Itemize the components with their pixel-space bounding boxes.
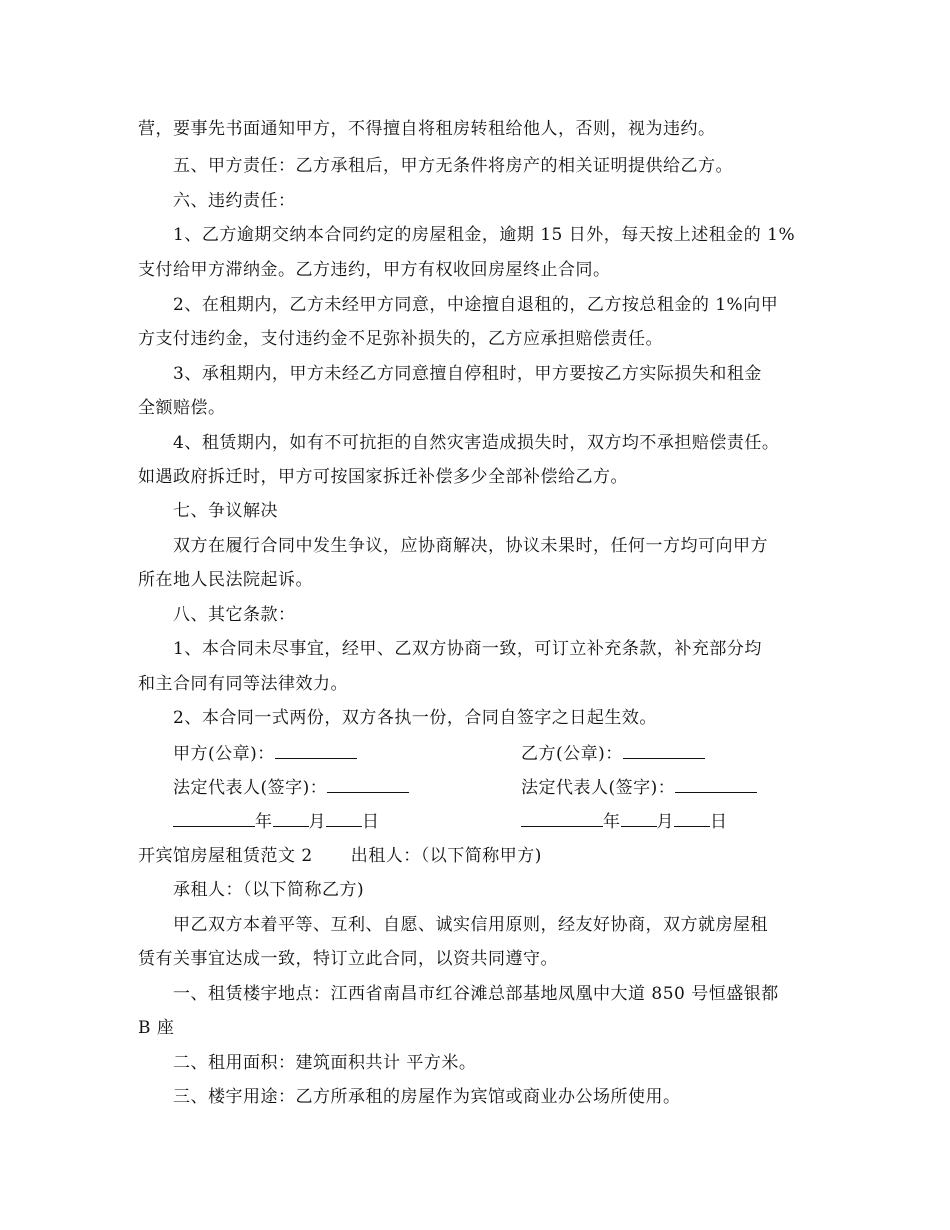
party-b-month-blank[interactable]: [621, 810, 657, 827]
party-a-seal-label: 甲方(公章)：: [173, 744, 275, 764]
party-b-rep-label: 法定代表人(签字)：: [521, 778, 676, 798]
paragraph-continuation: 营，要事先书面通知甲方，不得擅自将租房转租给他人，否则，视为违约。: [138, 119, 716, 139]
breach-item-3-line2: 全额赔偿。: [138, 398, 226, 418]
party-a-rep-row: [173, 776, 409, 799]
other-item-1-line2: 和主合同有同等法律效力。: [138, 674, 348, 694]
party-b-year-blank[interactable]: [521, 810, 603, 827]
intro-line1: 甲乙双方本着平等、互利、自愿、诚实信用原则，经友好协商，双方就房屋租: [173, 915, 768, 935]
section-heading-other: 八、其它条款：: [173, 605, 296, 625]
breach-item-2-line2: 方支付违约金，支付违约金不足弥补损失的，乙方应承担赔偿责任。: [138, 329, 663, 349]
breach-item-1-line2: 支付给甲方滞纳金。乙方违约，甲方有权收回房屋终止合同。: [138, 260, 611, 280]
dispute-line1: 双方在履行合同中发生争议，应协商解决，协议未果时，任何一方均可向甲方: [173, 536, 768, 556]
party-a-year-blank[interactable]: [173, 810, 255, 827]
day-label: 日: [710, 812, 728, 832]
clause-location-line1: 一、租赁楼宇地点：江西省南昌市红谷滩总部基地凤凰中大道 850 号恒盛银都: [173, 984, 779, 1004]
breach-item-4-line2: 如遇政府拆迁时，甲方可按国家拆迁补偿多少全部补偿给乙方。: [138, 467, 628, 487]
breach-item-1-line1: 1、乙方逾期交纳本合同约定的房屋租金，逾期 15 日外，每天按上述租金的 1%: [173, 225, 796, 245]
party-b-rep-row: [521, 776, 757, 799]
party-b-seal-row: [521, 742, 705, 765]
lessee-line: 承租人：（以下简称乙方): [173, 880, 365, 900]
day-label: 日: [362, 812, 380, 832]
party-b-date-row: [521, 810, 728, 833]
month-label: 月: [656, 812, 674, 832]
section-heading-dispute: 七、争议解决: [173, 501, 278, 521]
other-item-2: 2、本合同一式两份，双方各执一份，合同自签字之日起生效。: [173, 708, 657, 728]
party-a-date-row: [173, 810, 380, 833]
party-a-day-blank[interactable]: [326, 810, 362, 827]
dispute-line2: 所在地人民法院起诉。: [138, 570, 313, 590]
month-label: 月: [308, 812, 326, 832]
party-b-day-blank[interactable]: [674, 810, 710, 827]
clause-usage: 三、楼宇用途：乙方所承租的房屋作为宾馆或商业办公场所使用。: [173, 1087, 681, 1107]
breach-item-4-line1: 4、租赁期内，如有不可抗拒的自然灾害造成损失时，双方均不承担赔偿责任。: [173, 433, 780, 453]
lessor-line: 出租人：（以下简称甲方): [350, 846, 542, 866]
second-contract-header-row: [138, 845, 542, 867]
section-heading-breach: 六、违约责任：: [173, 191, 296, 211]
party-a-seal-row: [173, 742, 357, 765]
party-b-seal-label: 乙方(公章)：: [521, 744, 623, 764]
breach-item-2-line1: 2、在租期内，乙方未经甲方同意，中途擅自退租的，乙方按总租金的 1%向甲: [173, 295, 779, 315]
clause-area: 二、租用面积：建筑面积共计 平方米。: [173, 1053, 477, 1073]
breach-item-3-line1: 3、承租期内，甲方未经乙方同意擅自停租时，甲方要按乙方实际损失和租金: [173, 364, 762, 384]
party-a-month-blank[interactable]: [273, 810, 309, 827]
year-label: 年: [603, 812, 621, 832]
clause-five-lessor-duty: 五、甲方责任：乙方承租后，甲方无条件将房产的相关证明提供给乙方。: [173, 156, 733, 176]
party-a-rep-blank[interactable]: [327, 776, 409, 793]
party-a-rep-label: 法定代表人(签字)：: [173, 778, 328, 798]
clause-location-line2: B 座: [138, 1018, 175, 1038]
second-contract-title: 开宾馆房屋租赁范文 2: [138, 846, 313, 866]
intro-line2: 赁有关事宜达成一致，特订立此合同，以资共同遵守。: [138, 949, 558, 969]
party-a-seal-blank[interactable]: [275, 742, 357, 759]
year-label: 年: [255, 812, 273, 832]
party-b-rep-blank[interactable]: [675, 776, 757, 793]
other-item-1-line1: 1、本合同未尽事宜，经甲、乙双方协商一致，可订立补充条款，补充部分均: [173, 639, 762, 659]
party-b-seal-blank[interactable]: [623, 742, 705, 759]
